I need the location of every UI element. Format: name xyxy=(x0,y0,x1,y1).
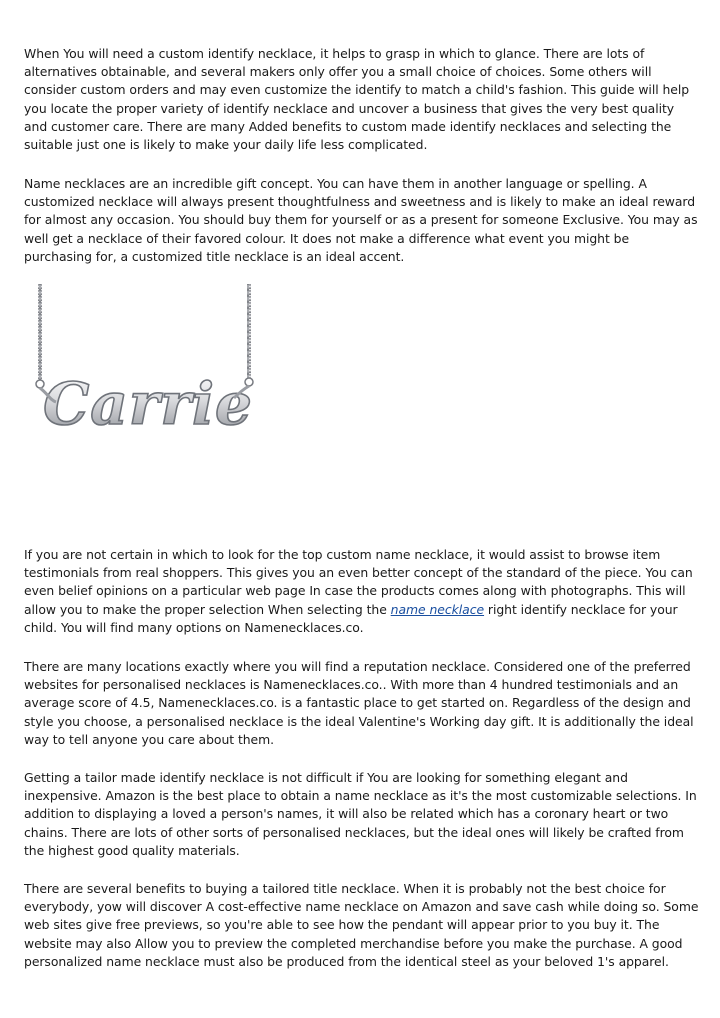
paragraph-text: right identify necklace for your child. You will find many options on Namenecklaces.co. xyxy=(24,601,678,635)
paragraph-locations: There are many locations exactly where you will find a reputation necklace. Considered one of the preferred websites for personalised necklaces is Namenecklaces.co.. With more than 4 hundred testimonials and an average score of 4.5, Namenecklaces.co. is a fantastic place to get started on. Regardless of the design and style you choose, a personalised necklace is the ideal Valentine's Working day gift. It is additionally the ideal way to tell anyone you care about them. xyxy=(24,659,694,747)
pendant-name: Carrie xyxy=(43,370,253,438)
paragraph-benefits: There are several benefits to buying a tailored title necklace. When it is probably not the best choice for everybody, yow will discover A cost-effective name necklace on Amazon and save cash while doing so. Some web sites give free previews, so you're able to see how the pendant will appear prior to you buy it. The website may also Allow you to preview the completed merchandise before you make the purchase. A good personalized name necklace must also be produced from the identical steel as your beloved 1's apparel. xyxy=(24,881,699,969)
paragraph-reviews xyxy=(24,546,700,637)
right-chain xyxy=(247,284,251,378)
name-necklace-link[interactable]: name necklace xyxy=(390,601,485,617)
necklace-image xyxy=(28,282,268,452)
left-chain xyxy=(38,284,42,380)
paragraph-intro: When You will need a custom identify necklace, it helps to grasp in which to glance. There are lots of alternatives obtainable, and several makers only offer you a small choice of choices. Some others will consider custom orders and may even customize the identify to match a child's fashion. This guide will help you locate the proper variety of identify necklace and uncover a business that gives the very best quality and customer care. There are many Added benefits to custom made identify necklaces and selecting the suitable just one is likely to make your daily life less complicated. xyxy=(24,46,690,153)
paragraph-amazon: Getting a tailor made identify necklace is not difficult if You are looking for something elegant and inexpensive. Amazon is the best place to obtain a name necklace as it's the most customizable selections. In addition to displaying a loved a person's names, it will also be related which has a coronary heart or two chains. There are lots of other sorts of personalised necklaces, but the ideal ones will likely be crafted from the highest good quality materials. xyxy=(24,770,697,858)
paragraph-gift-concept: Name necklaces are an incredible gift concept. You can have them in another language or spelling. A customized necklace will always present thoughtfulness and sweetness and is likely to make an ideal reward for almost any occasion. You should buy them for yourself or as a present for someone Exclusive. You may as well get a necklace of their favored colour. It does not make a difference what event you might be purchasing for, a customized title necklace is an ideal accent. xyxy=(24,176,698,264)
paragraph-text: If you are not certain in which to look for the top custom name necklace, it would assist to browse item testimonials from real shoppers. This gives you an even better concept of the standard of the piece. You can even belief opinions on a particular web page In case the products comes along with photographs. This will allow you to make the proper selection When selecting the xyxy=(24,547,693,617)
name-necklace-icon xyxy=(28,282,268,452)
